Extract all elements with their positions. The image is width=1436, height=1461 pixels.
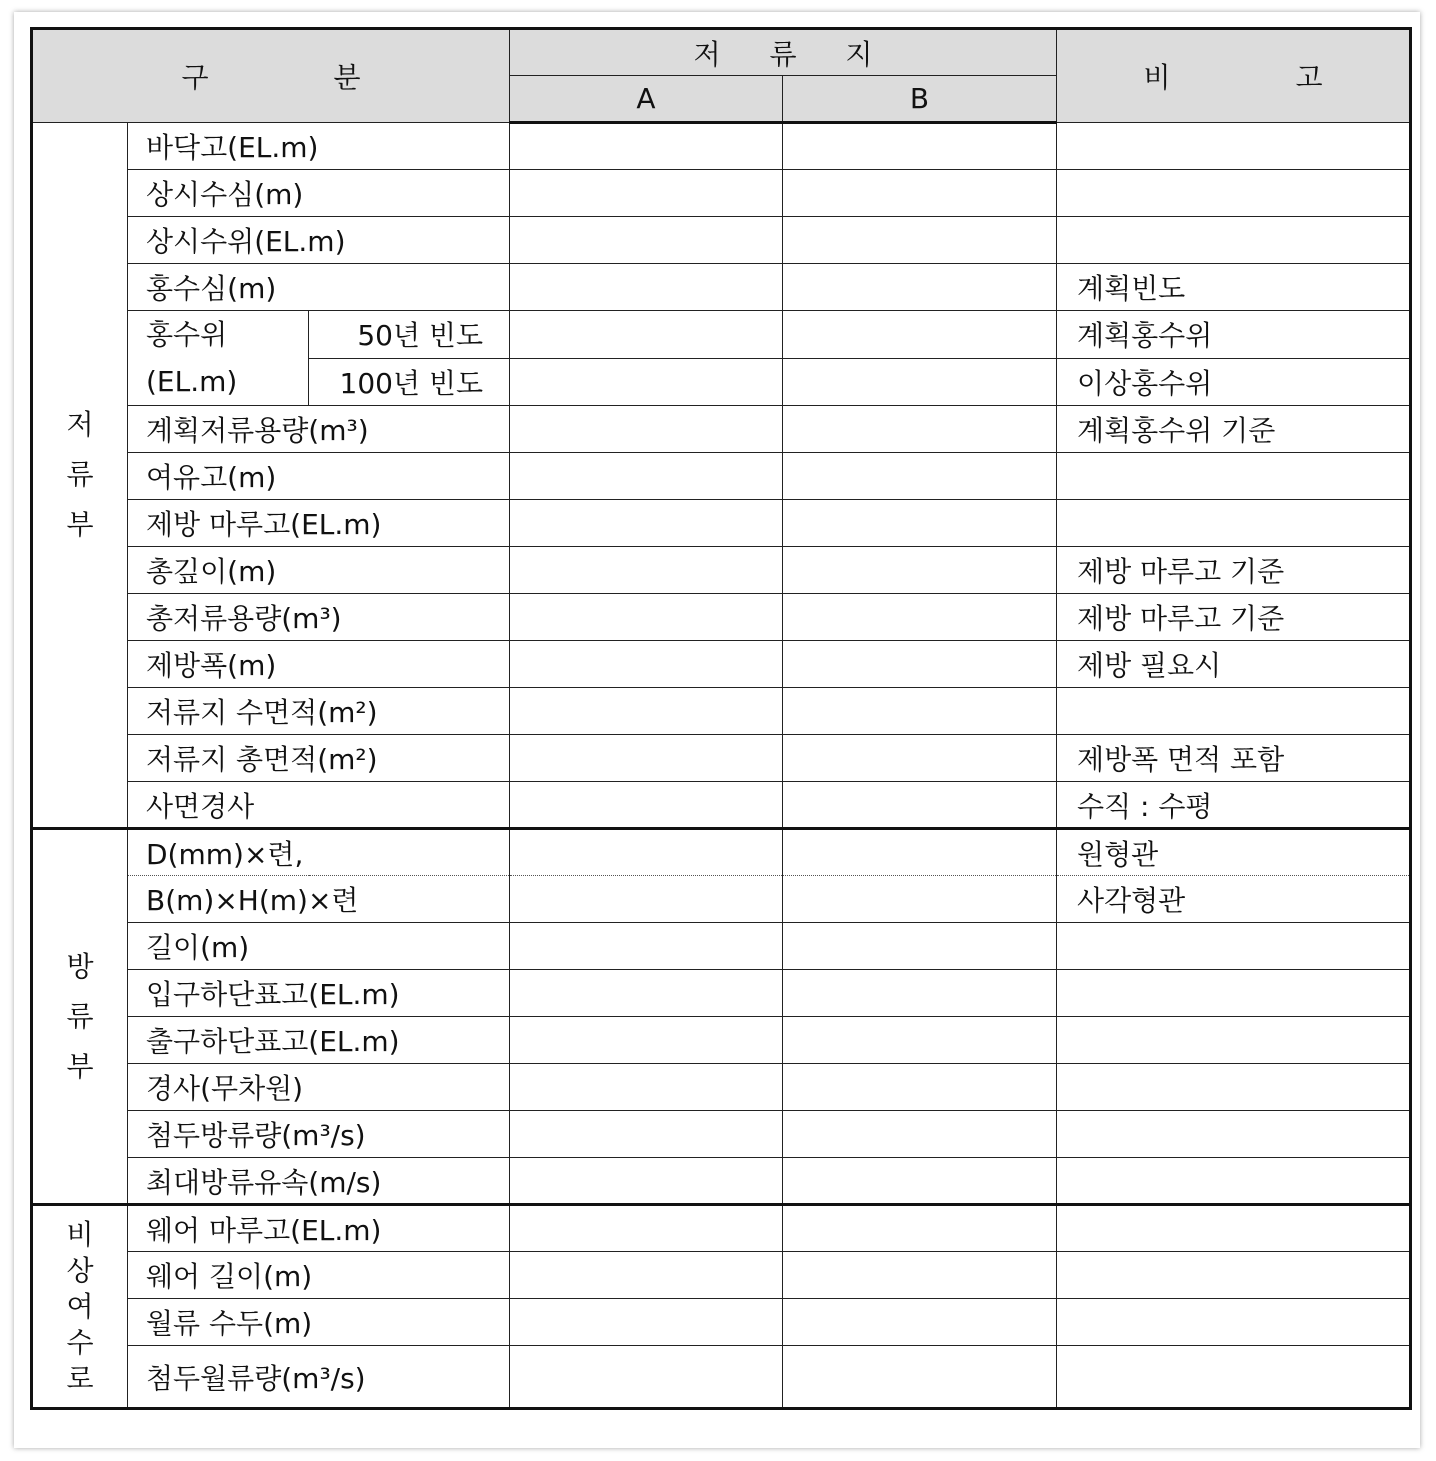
row-label-flood-level <box>128 311 309 406</box>
header-col-b: B <box>783 76 1057 123</box>
cell-b[interactable] <box>783 641 1057 688</box>
row-label: 상시수심(m) <box>128 170 510 217</box>
flood-level-label: 홍수위 <box>146 318 228 351</box>
cell-a[interactable] <box>510 1064 783 1111</box>
cell-remark <box>1057 453 1411 500</box>
cell-a[interactable] <box>510 641 783 688</box>
cell-remark: 계획홍수위 <box>1057 311 1411 359</box>
cell-b[interactable] <box>783 547 1057 594</box>
cell-remark: 제방폭 면적 포함 <box>1057 735 1411 782</box>
cell-b[interactable] <box>783 829 1057 876</box>
section-outflow <box>32 829 128 1205</box>
cell-a[interactable] <box>510 547 783 594</box>
cell-b[interactable] <box>783 123 1057 170</box>
cell-b[interactable] <box>783 1111 1057 1158</box>
section-emergency-char: 여 <box>66 1289 94 1323</box>
cell-remark: 제방 마루고 기준 <box>1057 594 1411 641</box>
cell-b[interactable] <box>783 170 1057 217</box>
cell-a[interactable] <box>510 264 783 311</box>
sub-label-50yr: 50년 빈도 <box>309 311 510 359</box>
section-storage-char: 부 <box>66 508 94 541</box>
cell-b[interactable] <box>783 311 1057 359</box>
cell-a[interactable] <box>510 500 783 547</box>
cell-a[interactable] <box>510 1252 783 1299</box>
section-outflow-char: 부 <box>66 1049 94 1083</box>
row-label: 여유고(m) <box>128 453 510 500</box>
row-label: 상시수위(EL.m) <box>128 217 510 264</box>
cell-remark: 원형관 <box>1057 829 1411 876</box>
cell-remark: 사각형관 <box>1057 876 1411 923</box>
row-label: D(mm)×련, <box>128 829 510 876</box>
row-label: 웨어 길이(m) <box>128 1252 510 1299</box>
cell-a[interactable] <box>510 1111 783 1158</box>
section-storage <box>32 123 128 829</box>
section-emergency-char: 로 <box>66 1361 94 1395</box>
cell-b[interactable] <box>783 1205 1057 1252</box>
cell-b[interactable] <box>783 735 1057 782</box>
cell-remark <box>1057 217 1411 264</box>
section-storage-char: 류 <box>66 458 94 491</box>
header-category: 구 분 <box>32 29 510 123</box>
cell-b[interactable] <box>783 217 1057 264</box>
cell-a[interactable] <box>510 1017 783 1064</box>
cell-b[interactable] <box>783 970 1057 1017</box>
cell-b[interactable] <box>783 500 1057 547</box>
row-label: 사면경사 <box>128 782 510 829</box>
cell-a[interactable] <box>510 170 783 217</box>
cell-remark: 계획빈도 <box>1057 264 1411 311</box>
cell-remark <box>1057 1017 1411 1064</box>
cell-a[interactable] <box>510 829 783 876</box>
cell-remark <box>1057 1252 1411 1299</box>
cell-a[interactable] <box>510 923 783 970</box>
cell-a[interactable] <box>510 358 783 406</box>
section-outflow-char: 방 <box>66 949 94 983</box>
cell-b[interactable] <box>783 923 1057 970</box>
cell-b[interactable] <box>783 453 1057 500</box>
section-emergency-char: 수 <box>66 1325 94 1359</box>
row-label: 첨두월류량(m³/s) <box>128 1346 510 1409</box>
cell-remark: 수직 : 수평 <box>1057 782 1411 829</box>
cell-b[interactable] <box>783 358 1057 406</box>
cell-remark: 계획홍수위 기준 <box>1057 406 1411 453</box>
cell-remark <box>1057 123 1411 170</box>
row-label: B(m)×H(m)×련 <box>128 876 510 923</box>
cell-b[interactable] <box>783 1064 1057 1111</box>
header-remarks: 비 고 <box>1057 29 1411 123</box>
cell-remark <box>1057 170 1411 217</box>
cell-b[interactable] <box>783 1346 1057 1409</box>
cell-remark: 이상홍수위 <box>1057 358 1411 406</box>
cell-remark <box>1057 500 1411 547</box>
header-reservoir: 저 류 지 <box>510 29 1057 76</box>
cell-remark <box>1057 923 1411 970</box>
row-label: 길이(m) <box>128 923 510 970</box>
section-emergency-char: 비 <box>66 1217 94 1251</box>
row-label: 저류지 수면적(m²) <box>128 688 510 735</box>
cell-a[interactable] <box>510 311 783 359</box>
cell-remark <box>1057 1064 1411 1111</box>
cell-b[interactable] <box>783 264 1057 311</box>
cell-remark: 제방 필요시 <box>1057 641 1411 688</box>
row-label: 저류지 총면적(m²) <box>128 735 510 782</box>
cell-b[interactable] <box>783 1252 1057 1299</box>
cell-a[interactable] <box>510 406 783 453</box>
sub-label-100yr: 100년 빈도 <box>309 358 510 406</box>
cell-a[interactable] <box>510 876 783 923</box>
cell-a[interactable] <box>510 688 783 735</box>
cell-a[interactable] <box>510 1346 783 1409</box>
cell-a[interactable] <box>510 970 783 1017</box>
row-label: 첨두방류량(m³/s) <box>128 1111 510 1158</box>
cell-a[interactable] <box>510 1205 783 1252</box>
row-label: 제방폭(m) <box>128 641 510 688</box>
row-label: 제방 마루고(EL.m) <box>128 500 510 547</box>
cell-b[interactable] <box>783 1158 1057 1205</box>
flood-level-unit: (EL.m) <box>146 365 238 398</box>
cell-remark <box>1057 1158 1411 1205</box>
row-label: 출구하단표고(EL.m) <box>128 1017 510 1064</box>
section-storage-char: 저 <box>66 408 94 441</box>
cell-b[interactable] <box>783 1299 1057 1346</box>
row-label: 경사(무차원) <box>128 1064 510 1111</box>
cell-remark <box>1057 688 1411 735</box>
cell-b[interactable] <box>783 594 1057 641</box>
row-label: 최대방류유속(m/s) <box>128 1158 510 1205</box>
section-emergency-char: 상 <box>66 1253 94 1287</box>
section-outflow-char: 류 <box>66 999 94 1033</box>
section-emergency-spillway <box>32 1205 128 1409</box>
cell-a[interactable] <box>510 123 783 170</box>
cell-remark <box>1057 1346 1411 1409</box>
cell-remark: 제방 마루고 기준 <box>1057 547 1411 594</box>
row-label: 계획저류용량(m³) <box>128 406 510 453</box>
reservoir-spec-table <box>30 27 1412 1410</box>
cell-remark <box>1057 970 1411 1017</box>
row-label: 월류 수두(m) <box>128 1299 510 1346</box>
header-col-a: A <box>510 76 783 123</box>
row-label: 웨어 마루고(EL.m) <box>128 1205 510 1252</box>
row-label: 총저류용량(m³) <box>128 594 510 641</box>
cell-a[interactable] <box>510 217 783 264</box>
row-label: 입구하단표고(EL.m) <box>128 970 510 1017</box>
cell-b[interactable] <box>783 1017 1057 1064</box>
cell-a[interactable] <box>510 735 783 782</box>
cell-a[interactable] <box>510 453 783 500</box>
row-label: 홍수심(m) <box>128 264 510 311</box>
cell-b[interactable] <box>783 406 1057 453</box>
cell-remark <box>1057 1111 1411 1158</box>
row-label: 바닥고(EL.m) <box>128 123 510 170</box>
cell-b[interactable] <box>783 876 1057 923</box>
cell-a[interactable] <box>510 1158 783 1205</box>
cell-a[interactable] <box>510 782 783 829</box>
cell-b[interactable] <box>783 688 1057 735</box>
cell-remark <box>1057 1299 1411 1346</box>
cell-b[interactable] <box>783 782 1057 829</box>
row-label: 총깊이(m) <box>128 547 510 594</box>
cell-remark <box>1057 1205 1411 1252</box>
cell-a[interactable] <box>510 594 783 641</box>
cell-a[interactable] <box>510 1299 783 1346</box>
